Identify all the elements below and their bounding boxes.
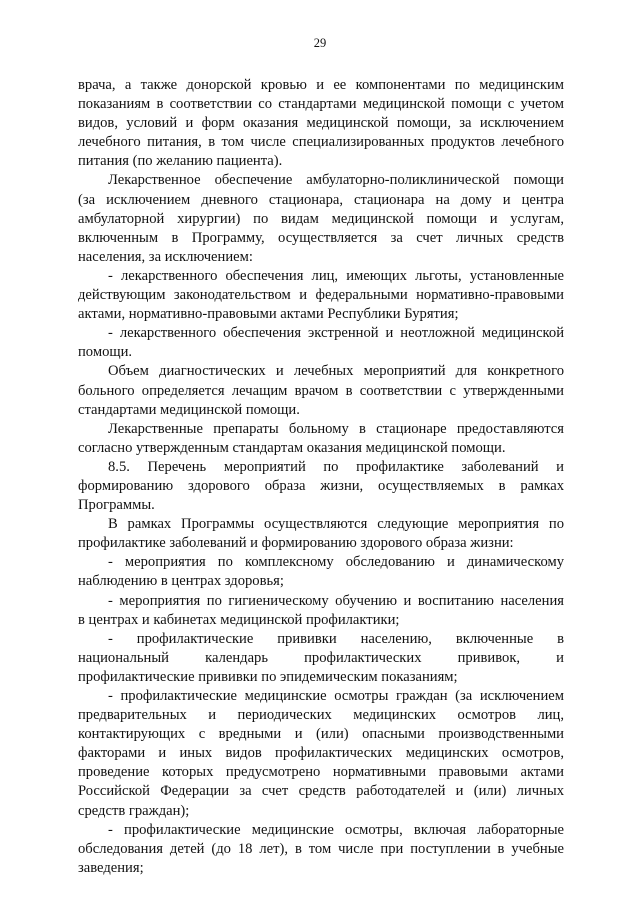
text-line: предварительных и периодических медицинских осмотров лиц,	[78, 707, 564, 724]
text-line: профилактике заболеваний и формированию здорового образа жизни:	[78, 535, 514, 552]
text-line: Российской Федерации за счет средств работодателей и (или) личных	[78, 783, 564, 800]
text-line: - профилактические медицинские осмотры граждан (за исключением	[108, 688, 564, 704]
text-line: согласно утвержденным стандартам оказания медицинской помощи.	[78, 439, 506, 456]
page-number: 29	[313, 36, 327, 50]
text-line: профилактические прививки по эпидемическим показаниям;	[78, 668, 458, 685]
text-line: актами, нормативно-правовыми актами Республики Бурятия;	[78, 306, 459, 323]
text-line: Лекарственные препараты больному в стационаре предоставляются	[108, 420, 564, 437]
text-line: Лекарственное обеспечение амбулаторно-поликлинической помощи	[108, 172, 564, 189]
text-line: формированию здорового образа жизни, осуществляемых в рамках	[78, 477, 564, 494]
text-line: в центрах и кабинетах медицинской профилактики;	[78, 611, 400, 628]
text-line: факторами и иных видов профилактических медицинских осмотров,	[78, 745, 564, 762]
text-line: обследования детей (до 18 лет), в том числе при поступлении в учебные	[78, 840, 564, 857]
body-text	[78, 76, 564, 878]
text-line: амбулаторной хирургии) по видам медицинской помощи и услугам,	[78, 210, 564, 227]
text-line: Программы.	[78, 497, 155, 514]
text-line: помощи.	[78, 344, 133, 361]
text-line: национальный календарь профилактических прививок, и	[78, 649, 564, 666]
text-line: стандартами медицинской помощи.	[78, 401, 300, 418]
text-line: больного определяется лечащим врачом в соответствии с утвержденными	[78, 382, 564, 399]
text-line: - профилактические прививки населению, включенные в	[108, 630, 564, 647]
text-line: видов, условий и форм оказания медицинской помощи, за исключением	[78, 115, 564, 132]
text-line: населения, за исключением:	[78, 248, 253, 265]
text-line: проведение которых предусмотрено нормативными правовыми актами	[78, 764, 564, 781]
text-line: показаниям в соответствии со стандартами медицинской помощи с учетом	[78, 96, 564, 113]
text-line: Объем диагностических и лечебных мероприятий для конкретного	[108, 363, 564, 380]
text-line: средств граждан);	[78, 802, 190, 819]
text-line: - мероприятия по комплексному обследованию и динамическому	[108, 554, 564, 571]
text-line: 8.5. Перечень мероприятий по профилактике заболеваний и	[108, 458, 564, 475]
text-line: - мероприятия по гигиеническому обучению и воспитанию населения	[108, 592, 564, 609]
text-line: врача, а также донорской кровью и ее компонентами по медицинским	[78, 77, 564, 93]
text-line: контактирующих с вредными и (или) опасными производственными	[78, 726, 564, 743]
text-line: (за исключением дневного стационара, стационара на дому и центра	[78, 191, 564, 208]
text-line: наблюдению в центрах здоровья;	[78, 573, 284, 590]
text-line: включенным в Программу, осуществляется за счет личных средств	[78, 229, 564, 246]
text-line: - лекарственного обеспечения экстренной и неотложной медицинской	[108, 325, 564, 342]
text-line: В рамках Программы осуществляются следующие мероприятия по	[108, 516, 564, 533]
text-line: - лекарственного обеспечения лиц, имеющих льготы, установленные	[108, 267, 564, 284]
text-line: лечебного питания, в том числе специализированных продуктов лечебного	[78, 134, 564, 151]
text-line: заведения;	[78, 859, 144, 876]
text-line: действующим законодательством и федеральными нормативно-правовыми	[78, 287, 564, 304]
text-line: - профилактические медицинские осмотры, включая лабораторные	[108, 821, 564, 838]
text-line: питания (по желанию пациента).	[78, 153, 283, 170]
